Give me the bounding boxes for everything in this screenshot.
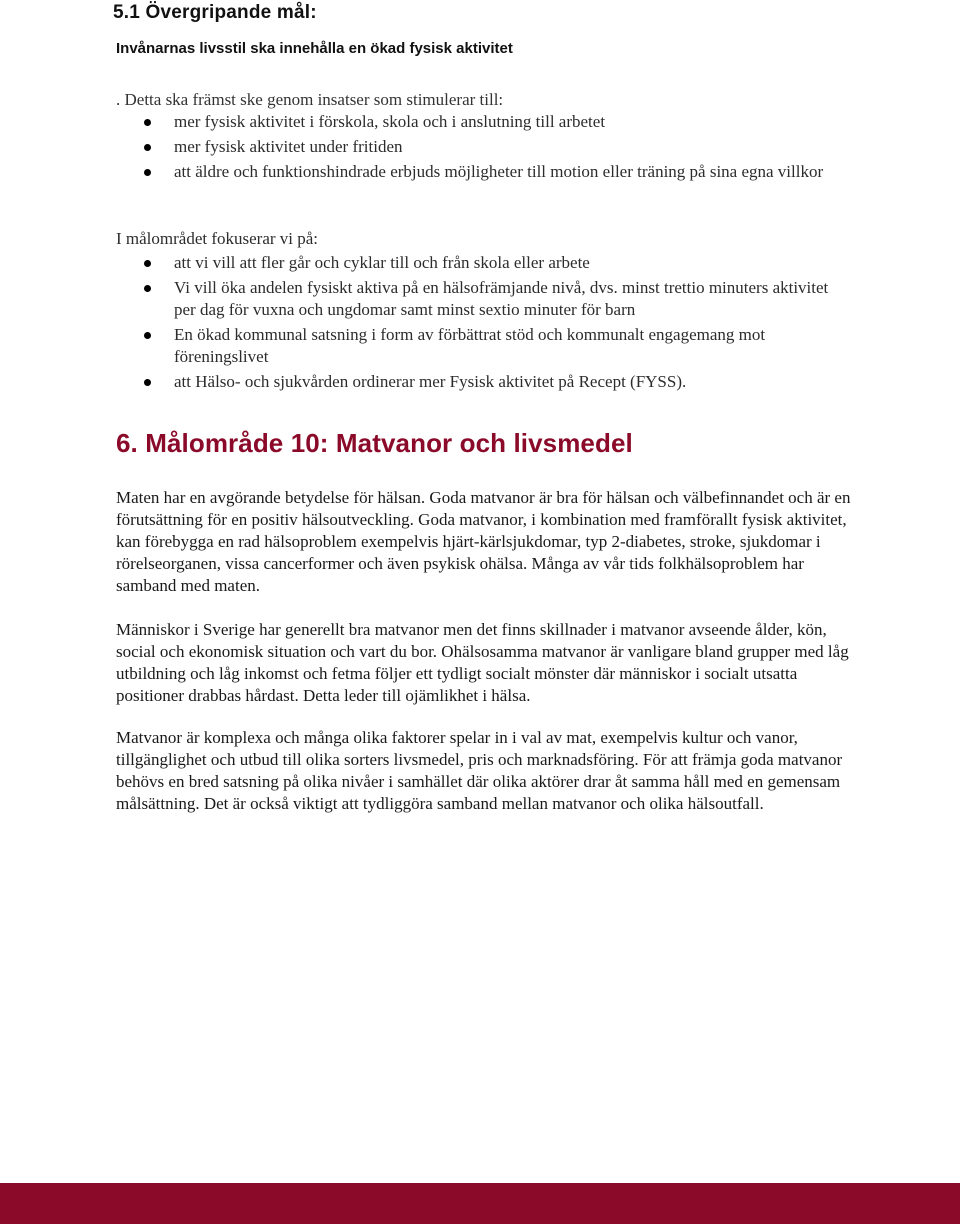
- list-item: [0, 136, 834, 158]
- bullet-icon: [144, 119, 151, 126]
- focus-list: [0, 252, 834, 396]
- list-item-text: En ökad kommunal satsning i form av förbättrat stöd och kommunalt engagemang mot föreningslivet: [174, 325, 766, 366]
- bullet-icon: [144, 169, 151, 176]
- list-item: [0, 161, 834, 183]
- list-item-text: mer fysisk aktivitet under fritiden: [174, 137, 403, 156]
- bullet-icon: [144, 379, 151, 386]
- bullet-icon: [144, 332, 151, 339]
- list-item-text: att vi vill att fler går och cyklar till och från skola eller arbete: [174, 253, 590, 272]
- list-item-text: Vi vill öka andelen fysiskt aktiva på en hälsofrämjande nivå, dvs. minst trettio minuters aktivitet per dag för vuxna och ungdomar samt minst sextio minuter för barn: [174, 278, 829, 319]
- intro-text: . Detta ska främst ske genom insatser som stimulerar till:: [116, 90, 504, 109]
- footer-bar: [0, 1183, 960, 1224]
- list-item: [0, 111, 834, 133]
- bullet-icon: [144, 285, 151, 292]
- list-item: [0, 277, 834, 321]
- list-item-text: att äldre och funktionshindrade erbjuds möjligheter till motion eller träning på sina egna villkor: [174, 162, 824, 181]
- list-item-text: att Hälso- och sjukvården ordinerar mer Fysisk aktivitet på Recept (FYSS).: [174, 372, 687, 391]
- chapter-heading: 6. Målområde 10: Matvanor och livsmedel: [116, 428, 633, 458]
- goal-statement: Invånarnas livsstil ska innehålla en ökad fysisk aktivitet: [116, 40, 513, 57]
- section-heading: 5.1 Övergripande mål:: [113, 2, 317, 23]
- focus-intro: I målområdet fokuserar vi på:: [116, 229, 319, 248]
- paragraph: Människor i Sverige har generellt bra matvanor men det finns skillnader i matvanor avseende ålder, kön, social och ekonomisk situation och vart du bor. Ohälsosamma matvanor är vanligare bland grupper med låg utbildning och låg inkomst och fetma följer ett tydligt socialt mönster där människor i socialt utsatta positioner drabbas hårdast. Detta leder till ojämlikhet i hälsa.: [116, 620, 849, 705]
- list-item: [0, 371, 834, 393]
- list-item: [0, 252, 834, 274]
- list-item: [0, 324, 834, 368]
- bullet-icon: [144, 260, 151, 267]
- paragraph: Matvanor är komplexa och många olika faktorer spelar in i val av mat, exempelvis kultur och vanor, tillgänglighet och utbud till olika sorters livsmedel, pris och marknadsföring. För att främja goda matvanor behövs en bred satsning på olika nivåer i samhället där olika aktörer drar åt samma håll med en gemensam målsättning. Det är också viktigt att tydliggöra samband mellan matvanor och olika hälsoutfall.: [116, 728, 843, 813]
- list-item-text: mer fysisk aktivitet i förskola, skola och i anslutning till arbetet: [174, 112, 606, 131]
- paragraph: Maten har en avgörande betydelse för hälsan. Goda matvanor är bra för hälsan och välbefinnandet och är en förutsättning för en positiv hälsoutveckling. Goda matvanor, i kombination med framförallt fysisk aktivitet, kan förebygga en rad hälsoproblem exempelvis hjärt-kärlsjukdomar, typ 2-diabetes, stroke, sjukdomar i rörelseorganen, vissa cancerformer och även psykisk ohälsa. Många av vår tids folkhälsoproblem har samband med maten.: [116, 488, 851, 595]
- bullet-icon: [144, 144, 151, 151]
- activity-list: [0, 111, 834, 186]
